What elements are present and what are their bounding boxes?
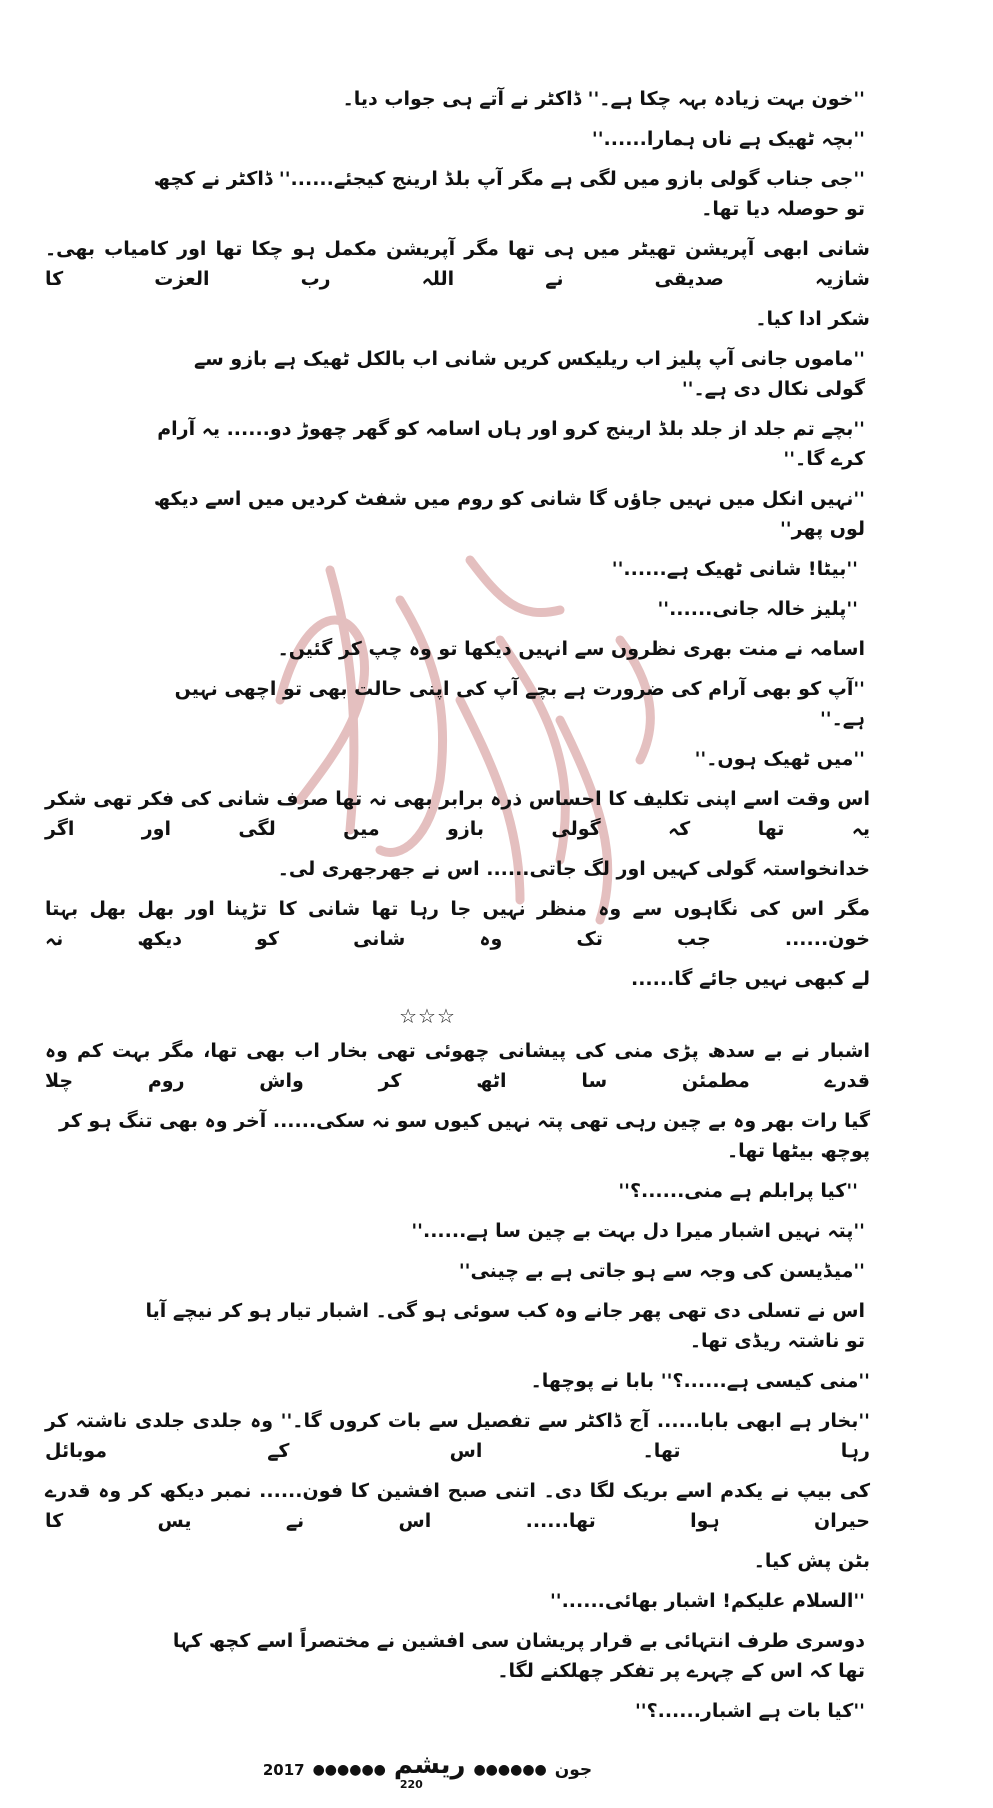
text-line: اسامہ نے منت بھری نظروں سے انہیں دیکھا تو وہ چپ کر گئیں۔	[277, 638, 865, 660]
text-line: شکر ادا کیا۔	[755, 308, 870, 330]
text-line: ''بخار ہے ابھی بابا...... آج ڈاکٹر سے تفصیل سے بات کروں گا۔'' وہ جلدی جلدی ناشتہ کر رہا تھا۔ اس کے موبائل	[45, 1410, 870, 1462]
text-line: خدانخواستہ گولی کہیں اور لگ جاتی...... اس نے جھرجھری لی۔	[277, 858, 870, 880]
text-line: ''بچے تم جلد از جلد بلڈ ارینج کرو اور ہاں اسامہ کو گھر چھوڑ دو...... یہ آرام کرے گا۔''	[157, 418, 865, 470]
page-number: 220	[399, 1778, 423, 1791]
text-line: ''نہیں انکل میں نہیں جاؤں گا شانی کو روم میں شفٹ کردیں میں اسے دیکھ لوں پھر''	[153, 488, 865, 540]
text-line: اس نے تسلی دی تھی پھر جانے وہ کب سوئی ہو گی۔ اشبار تیار ہو کر نیچے آیا تو ناشتہ ریڈی تھا۔	[145, 1300, 865, 1352]
footer-month: جون	[554, 1760, 593, 1780]
footer-year: 2017	[262, 1761, 305, 1779]
text-line: ''پتہ نہیں اشبار میرا دل بہت بے چین سا ہے......''	[411, 1220, 865, 1242]
magazine-logo	[393, 1750, 466, 1791]
text-line: ''السلام علیکم! اشبار بھائی......''	[549, 1590, 865, 1612]
text-line: اس وقت اسے اپنی تکلیف کا احساس ذرہ برابر بھی نہ تھا صرف شانی کی فکر تھی شکر یہ تھا کہ گولی بازو میں لگی اور اگر	[45, 788, 870, 840]
page-footer	[45, 1750, 870, 1791]
text-line: لے کبھی نہیں جائے گا......	[630, 968, 870, 990]
text-line: ''جی جناب گولی بازو میں لگی ہے مگر آپ بلڈ ارینج کیجئے......'' ڈاکٹر نے کچھ تو حوصلہ دیا تھا۔	[153, 168, 865, 220]
text-line: ''پلیز خالہ جانی......''	[657, 598, 858, 620]
text-line: شانی ابھی آپریشن تھیٹر میں ہی تھا مگر آپریشن مکمل ہو چکا تھا اور کامیاب بھی۔ شازیہ صدیقی نے اللہ رب العزت کا	[45, 238, 870, 290]
text-line: گیا رات بھر وہ بے چین رہی تھی پتہ نہیں کیوں سو نہ سکی...... آخر وہ بھی تنگ ہو کر پوچھ بیٹھا تھا۔	[59, 1110, 870, 1162]
text-line: ''آپ کو بھی آرام کی ضرورت ہے بچے آپ کی اپنی حالت بھی تو اچھی نہیں ہے۔''	[174, 678, 865, 730]
text-line: اشبار نے بے سدھ پڑی منی کی پیشانی چھوئی تھی بخار اب بھی تھا، مگر بہت کم وہ قدرے مطمئن سا اٹھ کر واش روم چلا	[45, 1040, 870, 1092]
text-line: ''میں ٹھیک ہوں۔''	[694, 748, 865, 770]
text-line: ''ماموں جانی آپ پلیز اب ریلیکس کریں شانی اب بالکل ٹھیک ہے بازو سے گولی نکال دی ہے۔''	[193, 348, 865, 400]
text-line: ''بچہ ٹھیک ہے ناں ہمارا......''	[591, 128, 865, 150]
text-line: مگر اس کی نگاہوں سے وہ منظر نہیں جا رہا تھا شانی کا تڑپنا اور بھل بھل بہتا خون...... جب تک وہ شانی کو دیکھ نہ	[45, 898, 870, 950]
section-separator: ☆☆☆	[399, 1004, 456, 1028]
footer-dots: ●●●●●●	[312, 1762, 386, 1778]
footer-dots: ●●●●●●	[473, 1762, 547, 1778]
magazine-name: ریشم	[393, 1750, 466, 1780]
text-line: ''بیٹا! شانی ٹھیک ہے......''	[611, 558, 858, 580]
text-line: ''منی کیسی ہے......؟'' بابا نے پوچھا۔	[530, 1370, 870, 1392]
text-line: ''کیا پرابلم ہے منی......؟''	[618, 1180, 858, 1202]
text-line: ''کیا بات ہے اشبار......؟''	[634, 1700, 865, 1722]
text-line: ''خون بہت زیادہ بہہ چکا ہے۔'' ڈاکٹر نے آتے ہی جواب دیا۔	[342, 88, 865, 110]
text-line: دوسری طرف انتہائی بے قرار پریشان سی افشین نے مختصراً اسے کچھ کہا تھا کہ اس کے چہرے پر تفکر چھلکنے لگا۔	[172, 1630, 865, 1682]
text-line: بٹن پش کیا۔	[753, 1550, 870, 1572]
text-line: کی بیپ نے یکدم اسے بریک لگا دی۔ اتنی صبح افشین کا فون...... نمبر دیکھ کر وہ قدرے حیران ہوا تھا...... اس نے یس کا	[45, 1480, 870, 1532]
text-line: ''میڈیسن کی وجہ سے ہو جاتی ہے بے چینی''	[458, 1260, 865, 1282]
